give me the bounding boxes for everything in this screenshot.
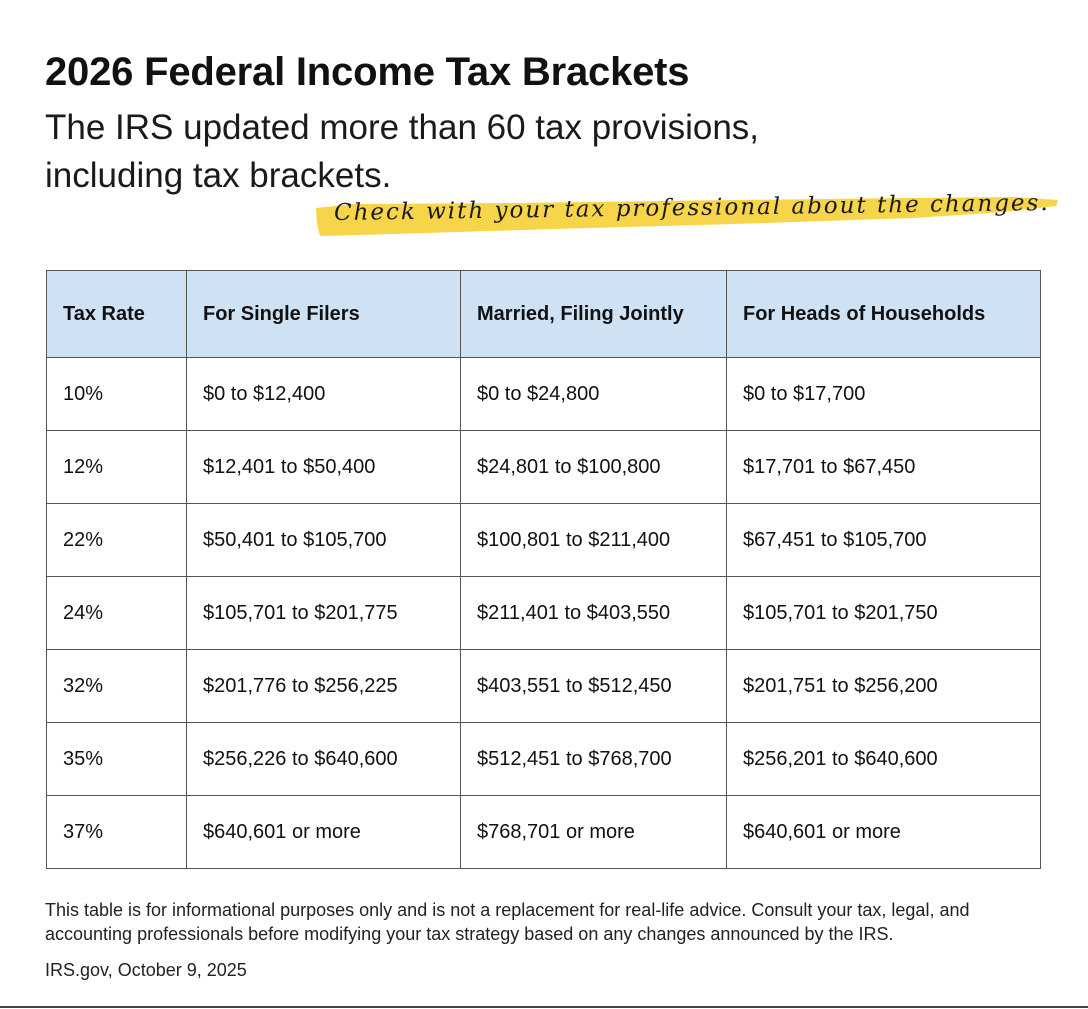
- married-jointly-cell: $0 to $24,800: [461, 358, 727, 431]
- disclaimer-text: This table is for informational purposes only and is not a replacement for real-life advice. Consult your tax, legal, and accounting professionals before modifying your tax strategy based on any changes announced by the IRS.: [45, 900, 970, 944]
- married-jointly-cell: $768,701 or more: [461, 796, 727, 869]
- single-filers-cell: $201,776 to $256,225: [187, 650, 461, 723]
- callout-text: Check with your tax professional about the changes.: [333, 190, 1050, 226]
- heads-of-households-cell: $640,601 or more: [727, 796, 1041, 869]
- table-header-row: [47, 271, 1041, 358]
- tax-rate-cell: 32%: [47, 650, 187, 723]
- tax-rate-cell: 12%: [47, 431, 187, 504]
- heads-of-households-cell: $256,201 to $640,600: [727, 723, 1041, 796]
- table-row: [47, 577, 1041, 650]
- heads-of-households-cell: $0 to $17,700: [727, 358, 1041, 431]
- table-row: [47, 650, 1041, 723]
- tax-rate-cell: 22%: [47, 504, 187, 577]
- single-filers-cell: $640,601 or more: [187, 796, 461, 869]
- bottom-divider: [0, 1006, 1088, 1008]
- tax-rate-cell: 24%: [47, 577, 187, 650]
- tax-bracket-table: [46, 270, 1041, 869]
- single-filers-cell: $256,226 to $640,600: [187, 723, 461, 796]
- married-jointly-cell: $403,551 to $512,450: [461, 650, 727, 723]
- single-filers-cell: $105,701 to $201,775: [187, 577, 461, 650]
- heads-of-households-cell: $201,751 to $256,200: [727, 650, 1041, 723]
- table-row: [47, 504, 1041, 577]
- source-citation: IRS.gov, October 9, 2025: [45, 960, 247, 980]
- table-row: [47, 431, 1041, 504]
- tax-rate-cell: 10%: [47, 358, 187, 431]
- page-title: 2026 Federal Income Tax Brackets: [45, 50, 690, 94]
- married-jointly-cell: $211,401 to $403,550: [461, 577, 727, 650]
- table-row: [47, 723, 1041, 796]
- column-header-tax-rate: Tax Rate: [47, 271, 187, 358]
- married-jointly-cell: $24,801 to $100,800: [461, 431, 727, 504]
- column-header-single-filers: For Single Filers: [187, 271, 461, 358]
- column-header-heads-of-households: For Heads of Households: [727, 271, 1041, 358]
- page-subtitle: The IRS updated more than 60 tax provisions, including tax brackets.: [45, 108, 760, 195]
- tax-rate-cell: 35%: [47, 723, 187, 796]
- tax-rate-cell: 37%: [47, 796, 187, 869]
- callout-highlight: [314, 190, 1060, 238]
- married-jointly-cell: $512,451 to $768,700: [461, 723, 727, 796]
- single-filers-cell: $0 to $12,400: [187, 358, 461, 431]
- heads-of-households-cell: $105,701 to $201,750: [727, 577, 1041, 650]
- married-jointly-cell: $100,801 to $211,400: [461, 504, 727, 577]
- heads-of-households-cell: $17,701 to $67,450: [727, 431, 1041, 504]
- single-filers-cell: $50,401 to $105,700: [187, 504, 461, 577]
- table-row: [47, 358, 1041, 431]
- column-header-married-filing-jointly: Married, Filing Jointly: [461, 271, 727, 358]
- heads-of-households-cell: $67,451 to $105,700: [727, 504, 1041, 577]
- single-filers-cell: $12,401 to $50,400: [187, 431, 461, 504]
- table-row: [47, 796, 1041, 869]
